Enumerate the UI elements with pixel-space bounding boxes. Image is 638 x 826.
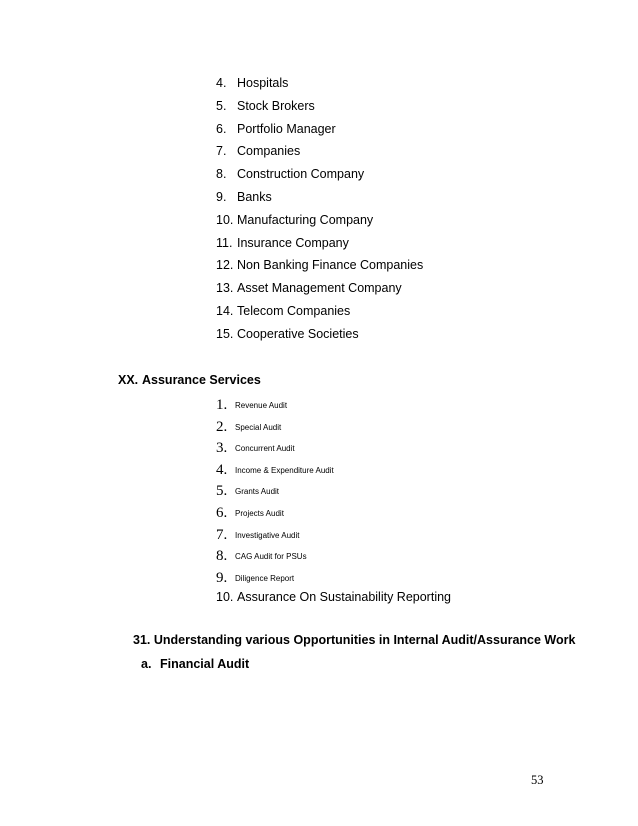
list-item-text: Asset Management Company [237, 281, 402, 296]
list-item-number: 14. [216, 303, 234, 318]
list-item [216, 480, 334, 502]
list-item-number: 15. [216, 326, 234, 341]
list-item [216, 141, 423, 164]
list-item [216, 187, 423, 210]
list-item-number: 8. [216, 548, 228, 565]
list-item-number: 13. [216, 281, 234, 296]
list-item [216, 210, 423, 233]
list-item-text: Insurance Company [237, 235, 349, 250]
list-item [216, 96, 423, 119]
list-item-text: Hospitals [237, 76, 289, 90]
list-item-text: Portfolio Manager [237, 121, 336, 136]
list-item-number: 2. [216, 418, 228, 435]
list-item-text: Companies [237, 144, 301, 159]
list-item-text: Concurrent Audit [235, 444, 295, 454]
section-31-heading: 31. Understanding various Opportunities in Internal Audit/Assurance Work [133, 633, 576, 647]
list-item-text: Special Audit [235, 422, 282, 432]
list-item-number: 9. [216, 189, 227, 204]
list-item [216, 524, 334, 546]
list-item-text: Projects Audit [235, 508, 284, 518]
assurance-services-heading [118, 373, 261, 387]
list-item [216, 119, 423, 142]
list-item-text: Construction Company [237, 167, 365, 182]
list-item-number: 5. [216, 483, 228, 500]
list-item [216, 278, 423, 301]
list-item-text: CAG Audit for PSUs [235, 552, 307, 562]
assurance-services-list [216, 394, 334, 588]
list-item-text: Stock Brokers [237, 98, 315, 113]
list-item-text: Non Banking Finance Companies [237, 258, 424, 273]
list-item-number: 1. [216, 397, 228, 413]
list-item-number: 6. [216, 504, 228, 521]
industry-list [216, 73, 423, 347]
list-item-text: Manufacturing Company [237, 212, 374, 227]
list-item-number: 4. [216, 461, 228, 478]
list-item [216, 545, 334, 567]
list-item-number: 7. [216, 144, 227, 159]
list-item-number: 6. [216, 121, 227, 136]
heading-number: a. [141, 657, 152, 671]
list-item-number: 4. [216, 76, 227, 90]
list-item-number: 9. [216, 569, 228, 586]
assurance-last-item [216, 590, 451, 604]
list-item-text: Telecom Companies [237, 303, 351, 318]
list-item [216, 255, 423, 278]
page-number: 53 [531, 773, 544, 787]
list-item-number: 12. [216, 258, 234, 273]
list-item-text: Banks [237, 189, 272, 204]
list-item [216, 233, 423, 256]
subsection-a-heading [141, 657, 249, 671]
heading-text: Assurance Services [142, 373, 261, 387]
list-item [216, 394, 334, 416]
list-item-text: Diligence Report [235, 573, 295, 583]
list-item-text: Assurance On Sustainability Reporting [237, 590, 452, 604]
list-item-number: 8. [216, 167, 227, 182]
list-item [216, 73, 423, 96]
list-item-number: 10. [216, 212, 234, 227]
list-item [216, 164, 423, 187]
list-item-text: Grants Audit [235, 487, 280, 497]
list-item-text: Revenue Audit [235, 401, 288, 410]
list-item [216, 459, 334, 481]
list-item-number: 11. [216, 235, 233, 250]
list-item [216, 502, 334, 524]
list-item [216, 324, 423, 347]
list-item-text: Cooperative Societies [237, 326, 359, 341]
list-item [216, 301, 423, 324]
heading-number: XX. [118, 373, 139, 387]
list-item-number: 10. [216, 590, 234, 604]
list-item [216, 567, 334, 589]
heading-text: Financial Audit [160, 657, 250, 671]
list-item-number: 5. [216, 98, 227, 113]
list-item-number: 3. [216, 440, 228, 457]
list-item-text: Income & Expenditure Audit [235, 465, 334, 475]
list-item [216, 437, 334, 459]
list-item-number: 7. [216, 526, 228, 543]
list-item [216, 416, 334, 438]
list-item-text: Investigative Audit [235, 530, 300, 540]
